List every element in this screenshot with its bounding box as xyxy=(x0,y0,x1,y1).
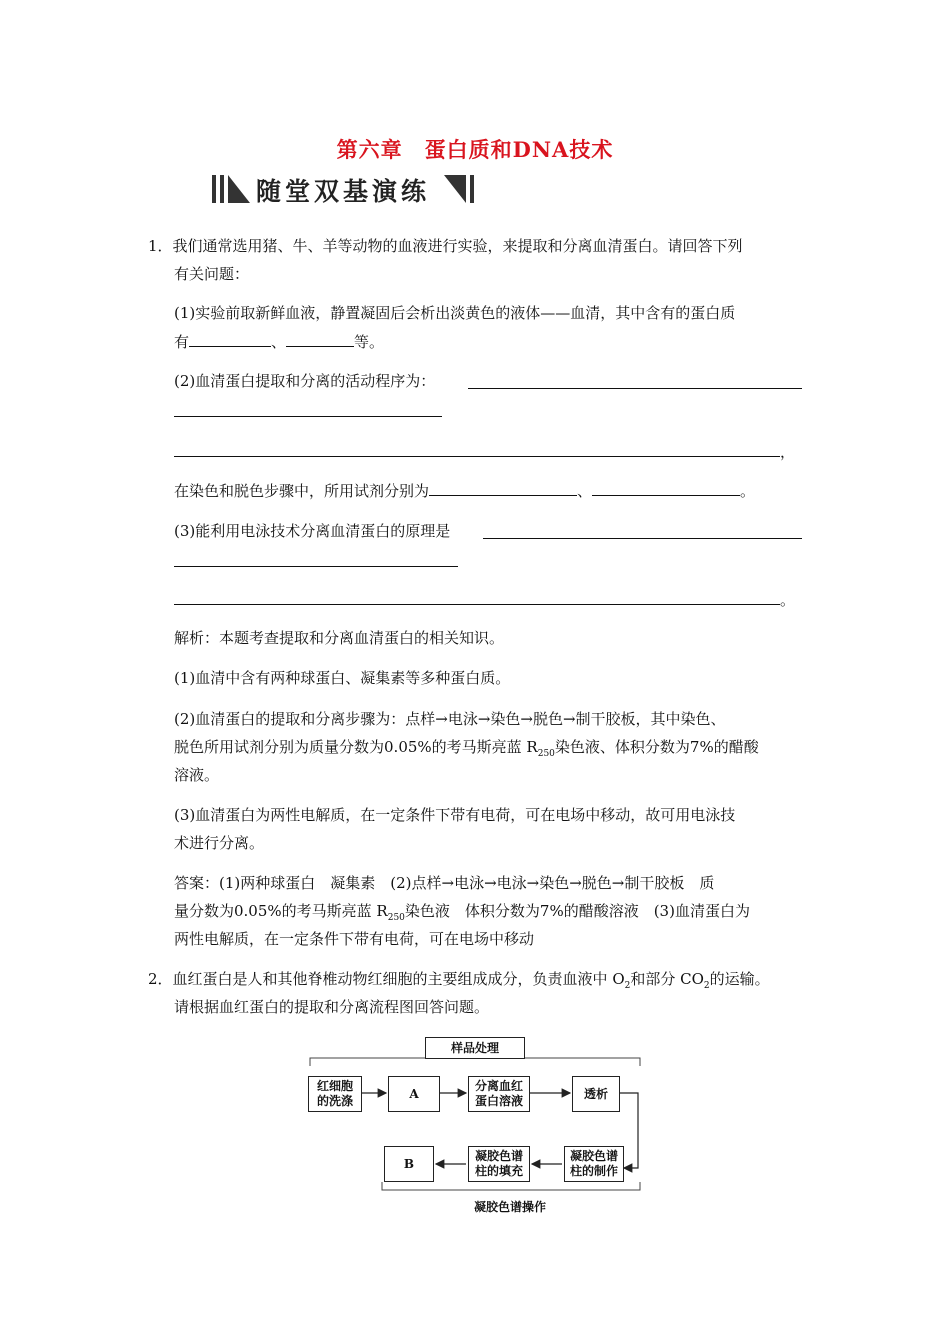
sample-processing-label: 样品处理 xyxy=(425,1037,525,1059)
flow-box-separate-hemoglobin: 分离血红 蛋白溶液 xyxy=(468,1076,530,1112)
banner-bar-decoration xyxy=(470,175,474,203)
q1-answer-line2 xyxy=(174,901,750,928)
text-run: 的运输。 xyxy=(709,970,770,988)
flow-diagram xyxy=(300,1034,650,1219)
chapter-title: 第六章 蛋白质和DNA技术 xyxy=(336,137,614,162)
q1-analysis-2-line1: (2)血清蛋白的提取和分离步骤为：点样→电泳→染色→脱色→制干胶板，其中染色、 xyxy=(174,710,726,728)
text-run: 量分数为0.05%的考马斯亮蓝 R xyxy=(174,902,388,920)
text-run: 染色液、体积分数为7%的醋酸 xyxy=(554,738,759,756)
banner-triangle-decoration xyxy=(228,175,250,203)
answer-blank[interactable] xyxy=(286,331,354,347)
q1-part2-text: (2)血清蛋白提取和分离的活动程序为： xyxy=(174,372,436,390)
text-run: 脱色所用试剂分别为质量分数为0.05%的考马斯亮蓝 R xyxy=(174,738,538,756)
q1-stem-line1: 1．我们通常选用猪、牛、羊等动物的血液进行实验，来提取和分离血清蛋白。请回答下列 xyxy=(148,237,743,255)
q1-part2-line1 xyxy=(174,371,435,391)
banner-bar-decoration xyxy=(212,175,216,203)
answer-blank[interactable] xyxy=(174,456,780,457)
answer-blank[interactable] xyxy=(174,416,442,417)
flow-box-column-fill: 凝胶色谱 柱的填充 xyxy=(468,1146,530,1182)
q1-stem-line2: 有关问题： xyxy=(174,265,250,283)
q1-analysis-3-line2: 术进行分离。 xyxy=(174,834,265,852)
flow-box-rbc-washing: 红细胞 的洗涤 xyxy=(308,1076,362,1112)
text-run: 和部分 CO xyxy=(630,970,704,988)
answer-blank[interactable] xyxy=(483,538,802,539)
q1-part2-reagent-text: 在染色和脱色步骤中，所用试剂分别为 xyxy=(174,482,430,500)
q1-part1-text: 有 xyxy=(174,333,190,351)
q1-part3-text: (3)能利用电泳技术分离血清蛋白的原理是 xyxy=(174,522,451,540)
q1-part2-end: 。 xyxy=(740,482,756,500)
answer-blank[interactable] xyxy=(468,388,802,389)
flow-box-b: B xyxy=(384,1146,434,1182)
flow-connectors xyxy=(300,1034,650,1219)
q1-part2-line3 xyxy=(174,480,755,501)
text-run: 染色液 体积分数为7%的醋酸溶液 (3)血清蛋白为 xyxy=(404,902,750,920)
flow-box-column-prep: 凝胶色谱 柱的制作 xyxy=(564,1146,624,1182)
q1-part1-line1: (1)实验前取新鲜血液，静置凝固后会析出淡黄色的液体——血清，其中含有的蛋白质 xyxy=(174,304,736,322)
answer-blank[interactable] xyxy=(429,480,577,496)
section-banner xyxy=(212,172,482,208)
subscript: 2 xyxy=(624,981,631,991)
banner-text: 随堂双基演练 xyxy=(256,177,431,206)
q1-answer-line1: 答案：(1)两种球蛋白 凝集素 (2)点样→电泳→电泳→染色→脱色→制干胶板 质 xyxy=(174,874,715,892)
banner-triangle-decoration xyxy=(444,175,466,203)
q1-part2-sep: 、 xyxy=(577,482,593,500)
flow-box-a: A xyxy=(388,1076,440,1112)
q1-analysis-3-line1: (3)血清蛋白为两性电解质，在一定条件下带有电荷，可在电场中移动，故可用电泳技 xyxy=(174,806,736,824)
subscript: 250 xyxy=(537,749,555,759)
answer-blank[interactable] xyxy=(189,331,271,347)
q1-analysis-2-line2 xyxy=(174,737,759,764)
gel-chromatography-label: 凝胶色谱操作 xyxy=(474,1200,547,1214)
q1-part1-line2 xyxy=(174,331,384,352)
q1-analysis-intro: 解析：本题考查提取和分离血清蛋白的相关知识。 xyxy=(174,629,505,647)
answer-blank[interactable] xyxy=(592,480,740,496)
flow-box-dialysis: 透析 xyxy=(572,1076,620,1112)
banner-bar-decoration xyxy=(220,175,224,203)
q1-analysis-1: (1)血清中含有两种球蛋白、凝集素等多种蛋白质。 xyxy=(174,669,511,687)
q1-part3-end: 。 xyxy=(780,591,796,609)
q1-part1-sep: 、 xyxy=(271,333,287,351)
q1-part2-comma: ， xyxy=(780,443,796,461)
answer-blank[interactable] xyxy=(174,566,458,567)
q2-stem-line2: 请根据血红蛋白的提取和分离流程图回答问题。 xyxy=(174,998,490,1016)
q1-part1-end: 等。 xyxy=(354,333,385,351)
q2-stem-line1 xyxy=(148,969,770,996)
subscript: 2 xyxy=(703,981,710,991)
q1-analysis-2-line3: 溶液。 xyxy=(174,766,220,784)
subscript: 250 xyxy=(387,913,405,923)
text-run: 2．血红蛋白是人和其他脊椎动物红细胞的主要组成成分，负责血液中 O xyxy=(148,970,625,988)
q1-answer-line3: 两性电解质，在一定条件下带有电荷，可在电场中移动 xyxy=(174,930,535,948)
answer-blank[interactable] xyxy=(174,604,780,605)
q1-part3-line1 xyxy=(174,521,450,541)
